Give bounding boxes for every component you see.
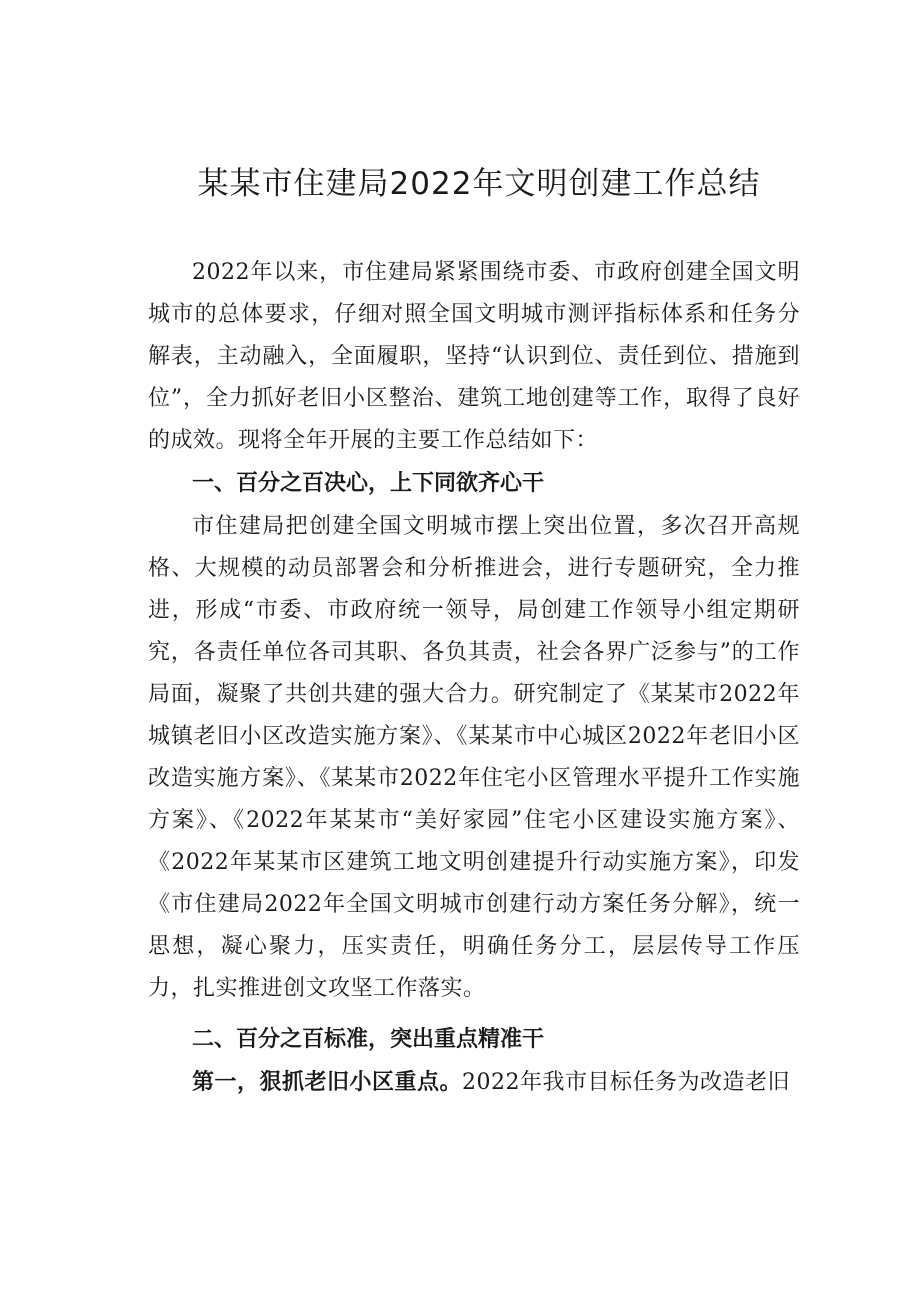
document-body — [148, 252, 800, 1104]
point-1-lead: 第一，狠抓老旧小区重点。 — [192, 1070, 463, 1095]
intro-paragraph: 2022年以来，市住建局紧紧围绕市委、市政府创建全国文明城市的总体要求，仔细对照全国文明城市测评指标体系和任务分解表，主动融入，全面履职，坚持“认识到位、责任到位、措施到位”，全力抓好老旧小区整治、建筑工地创建等工作，取得了良好的成效。现将全年开展的主要工作总结如下： — [148, 260, 800, 453]
section-1-heading: 一、百分之百决心，上下同欲齐心干 — [192, 471, 545, 496]
section-2-point-1-paragraph — [148, 1062, 800, 1104]
section-2-heading: 二、百分之百标准，突出重点精准干 — [192, 1027, 545, 1052]
section-1-paragraph: 市住建局把创建全国文明城市摆上突出位置，多次召开高规格、大规模的动员部署会和分析推进会，进行专题研究，全力推进，形成“市委、市政府统一领导，局创建工作领导小组定期研究，各责任单位各司其职、各负其责，社会各界广泛参与”的工作局面，凝聚了共创共建的强大合力。研究制定了《某某市2022年城镇老旧小区改造实施方案》、《某某市中心城区2022年老旧小区改造实施方案》、《某某市2022年住宅小区管理水平提升工作实施方案》、《2022年某某市“美好家园”住宅小区建设实施方案》、《2022年某某市区建筑工地文明创建提升行动实施方案》，印发《市住建局2022年全国文明城市创建行动方案任务分解》，统一思想，凝心聚力，压实责任，明确任务分工，层层传导工作压力，扎实推进创文攻坚工作落实。 — [148, 514, 800, 1001]
document-title: 某某市住建局2022年文明创建工作总结 — [197, 166, 761, 202]
point-1-text: 2022年我市目标任务为改造老旧 — [462, 1070, 791, 1095]
